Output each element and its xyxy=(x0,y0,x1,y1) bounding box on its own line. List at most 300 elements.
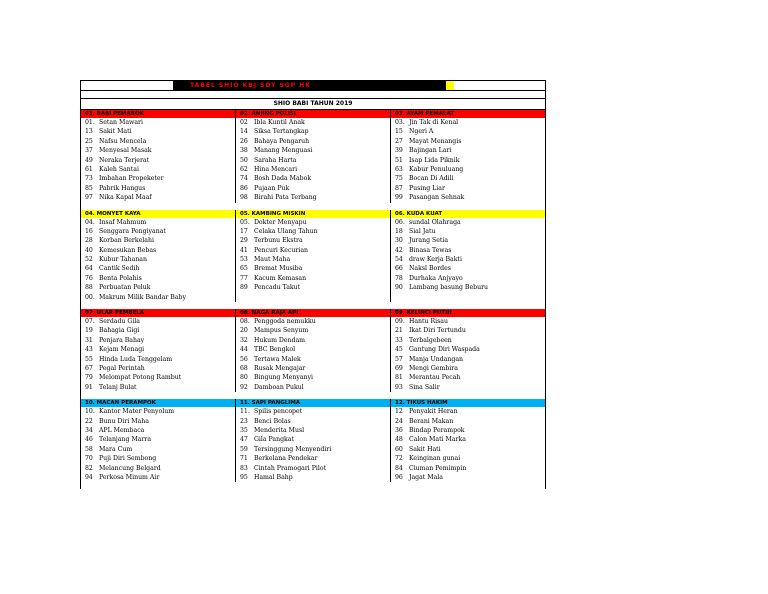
shio-header: 08. NAGA RAJA API xyxy=(236,309,391,317)
entry-number: 54 xyxy=(395,256,403,264)
shio-entry xyxy=(236,137,390,146)
entry-text: Neraka Terjerat xyxy=(97,156,150,164)
entry-text: Bocan Di Adili xyxy=(407,175,454,183)
entry-number: 93 xyxy=(395,383,403,391)
shio-entry xyxy=(236,227,390,236)
entry-number: 32 xyxy=(240,336,248,344)
shio-header: 07. ULAR PEMBELA xyxy=(81,309,236,317)
entry-number: 65 xyxy=(240,265,248,273)
shio-entry xyxy=(81,218,235,227)
entry-number: 64 xyxy=(85,265,93,273)
entry-number: 96 xyxy=(395,473,403,481)
shio-entry xyxy=(236,373,390,382)
shio-entry xyxy=(236,407,390,416)
shio-entry xyxy=(236,218,390,227)
entry-text: Ikat Diri Tertundu xyxy=(407,327,466,335)
entry-text: Melompat Potong Rambut xyxy=(97,374,182,382)
shio-entry xyxy=(391,165,545,174)
shio-entry xyxy=(236,236,390,245)
entry-number: 80 xyxy=(240,374,248,382)
shio-entry xyxy=(81,326,235,335)
entry-text: Tertawa Malek xyxy=(252,355,301,363)
entry-text: Mara Cum xyxy=(97,445,133,453)
shio-entry xyxy=(81,473,235,482)
shio-entry xyxy=(391,218,545,227)
entry-number: 45 xyxy=(395,346,403,354)
entry-number: 91 xyxy=(85,383,93,391)
entry-number: 28 xyxy=(85,237,93,245)
shio-header: 12. TIKUS HAKIM xyxy=(395,400,448,407)
entry-number: 62 xyxy=(240,165,248,173)
entry-number: 89 xyxy=(240,284,248,292)
shio-header: 09. KELINCI PUTIH xyxy=(395,310,452,317)
entry-number: 16 xyxy=(85,227,93,235)
entry-text: Kaleh Santai xyxy=(97,165,139,173)
entry-number: 49 xyxy=(85,156,93,164)
entry-number: 75 xyxy=(395,175,403,183)
entry-number: 88 xyxy=(85,284,93,292)
entry-text: Pencuri Kecurian xyxy=(252,246,309,254)
entry-text: Melancung Belgard xyxy=(97,464,161,472)
entry-text: Hantu Risau xyxy=(407,318,448,326)
entry-number: 48 xyxy=(395,436,403,444)
shio-header: 06. KUDA KUAT xyxy=(395,210,443,217)
entry-text: sundal Olahraga xyxy=(407,218,461,226)
entry-number: 18 xyxy=(395,227,403,235)
shio-entry xyxy=(236,193,390,202)
entry-number: 21 xyxy=(395,327,403,335)
shio-entry xyxy=(391,174,545,183)
shio-entry xyxy=(236,264,390,273)
shio-entry xyxy=(236,184,390,193)
shio-entry xyxy=(236,364,390,373)
shio-entry xyxy=(81,283,235,292)
entry-number: 29 xyxy=(240,237,248,245)
entry-text: Birahi Pata Terbang xyxy=(252,194,317,202)
entry-text: Menderita Musl xyxy=(252,426,305,434)
entry-text: Lambang basung Beburu xyxy=(407,284,489,292)
shio-group xyxy=(81,118,545,203)
shio-entry xyxy=(236,255,390,264)
shio-entry xyxy=(236,165,390,174)
shio-entry xyxy=(391,156,545,165)
entry-number: 42 xyxy=(395,246,403,254)
entry-number: 77 xyxy=(240,274,248,282)
entry-number: 12 xyxy=(395,408,403,416)
entry-number: 78 xyxy=(395,274,403,282)
shio-entry xyxy=(391,255,545,264)
shio-entry xyxy=(81,165,235,174)
shio-entry xyxy=(236,127,390,136)
entry-text: Manang Menguasi xyxy=(252,147,313,155)
entry-number: 39 xyxy=(395,147,403,155)
shio-entry xyxy=(236,118,390,127)
entry-text: Pusing Liar xyxy=(407,184,445,192)
entry-text: Sakit Mati xyxy=(97,128,132,136)
entry-text: Penjara Bahay xyxy=(97,336,145,344)
entry-number: 35 xyxy=(240,426,248,434)
group-spacer xyxy=(81,482,545,489)
shio-entry xyxy=(236,246,390,255)
entry-text: Bahagia Gigi xyxy=(97,327,140,335)
shio-column xyxy=(236,218,391,303)
shio-entry xyxy=(81,293,235,302)
entry-number: 33 xyxy=(395,336,403,344)
shio-entry xyxy=(81,345,235,354)
entry-text: draw Kerja Bakti xyxy=(407,256,462,264)
group-spacer xyxy=(81,392,545,399)
entry-number: 36 xyxy=(395,426,403,434)
entry-number: 55 xyxy=(85,355,93,363)
shio-entry xyxy=(236,336,390,345)
entry-text: Makrum Milik Bandar Baby xyxy=(97,293,186,301)
shio-entry xyxy=(391,137,545,146)
shio-entry xyxy=(236,156,390,165)
shio-entry xyxy=(81,246,235,255)
entry-text: Bosh Dada Mabok xyxy=(252,175,312,183)
shio-entry xyxy=(391,274,545,283)
shio-entry xyxy=(81,417,235,426)
shio-entry xyxy=(391,227,545,236)
entry-number: 51 xyxy=(395,156,403,164)
shio-entry xyxy=(236,345,390,354)
entry-number: 04. xyxy=(85,218,95,226)
shio-entry xyxy=(81,407,235,416)
entry-text: Naksl Bordes xyxy=(407,265,451,273)
entry-text: Pujaan Puk xyxy=(252,184,290,192)
shio-entry xyxy=(236,274,390,283)
entry-text: Keinginan gunai xyxy=(407,455,461,463)
shio-group xyxy=(81,317,545,392)
shio-header-band xyxy=(81,309,545,317)
entry-text: Dokter Menyapu xyxy=(252,218,307,226)
shio-entry xyxy=(81,317,235,326)
shio-entry xyxy=(391,317,545,326)
shio-entry xyxy=(81,435,235,444)
entry-number: 61 xyxy=(85,165,93,173)
shio-entry xyxy=(391,383,545,392)
entry-text: Imbahan Propeketer xyxy=(97,175,164,183)
shio-entry xyxy=(391,426,545,435)
entry-text: Jin Tak di Kenal xyxy=(407,119,459,126)
entry-text: Insaf Mahmum xyxy=(97,218,147,226)
entry-text: Bingung Menyanyi xyxy=(252,374,313,382)
entry-text: Hina Mencari xyxy=(252,165,298,173)
shio-group xyxy=(81,218,545,303)
entry-number: 58 xyxy=(85,445,93,453)
entry-text: Spilis pencopet xyxy=(252,408,303,416)
shio-entry xyxy=(391,127,545,136)
entry-text: Jagat Mala xyxy=(407,473,443,481)
entry-text: Telanjang Marra xyxy=(97,436,152,444)
entry-number: 23 xyxy=(240,417,248,425)
entry-number: 53 xyxy=(240,256,248,264)
entry-text: Menyesal Masak xyxy=(97,147,152,155)
entry-number: 79 xyxy=(85,374,93,382)
entry-number: 08. xyxy=(240,318,250,326)
shio-entry xyxy=(81,274,235,283)
entry-text: Gila Pangkat xyxy=(252,436,294,444)
shio-header-band xyxy=(81,110,545,118)
shio-entry xyxy=(236,326,390,335)
entry-text: Gantung Diri Waspada xyxy=(407,346,480,354)
shio-entry xyxy=(236,383,390,392)
shio-column xyxy=(236,317,391,392)
entry-text: Benci Bolas xyxy=(252,417,291,425)
entry-number: 24 xyxy=(395,417,403,425)
shio-entry xyxy=(391,435,545,444)
entry-text: Calon Mati Marka xyxy=(407,436,466,444)
title-rest-cell xyxy=(454,81,545,90)
entry-text: Pabrik Hangus xyxy=(97,184,146,192)
entry-number: 30 xyxy=(395,237,403,245)
entry-number: 15 xyxy=(395,128,403,136)
entry-text: Jurang Setia xyxy=(407,237,449,245)
entry-text: Kantor Mater Penyolum xyxy=(97,408,175,416)
entry-text: Hukum Dendam xyxy=(252,336,306,344)
shio-entry xyxy=(236,473,390,482)
shio-group xyxy=(81,407,545,482)
entry-number: 38 xyxy=(240,147,248,155)
entry-number: 72 xyxy=(395,455,403,463)
entry-number: 13 xyxy=(85,128,93,136)
shio-column xyxy=(81,118,236,203)
entry-text: Bremat Musiba xyxy=(252,265,303,273)
shio-groups xyxy=(81,110,545,489)
entry-text: Celaka Ulang Tahun xyxy=(252,227,318,235)
entry-number: 14 xyxy=(240,128,248,136)
entry-number: 02 xyxy=(240,119,248,126)
shio-entry xyxy=(236,417,390,426)
blank-row xyxy=(81,91,545,99)
shio-entry xyxy=(391,326,545,335)
shio-entry xyxy=(391,283,545,292)
entry-text: Setan Mawari xyxy=(97,119,143,126)
entry-text: Sial Jatu xyxy=(407,227,436,235)
entry-number: 34 xyxy=(85,426,93,434)
entry-number: 37 xyxy=(85,147,93,155)
shio-column xyxy=(236,407,391,482)
entry-text: Saraha Harta xyxy=(252,156,297,164)
shio-entry xyxy=(81,373,235,382)
shio-header: 03. AYAM PEMALAT xyxy=(395,111,455,117)
table-title: TABEL SHIO KBJ SDY SGP HK xyxy=(174,81,446,90)
entry-text: Binasa Tewas xyxy=(407,246,452,254)
shio-column xyxy=(391,218,545,303)
group-spacer xyxy=(81,302,545,309)
entry-text: Manja Undangan xyxy=(407,355,464,363)
entry-text: Sina Salir xyxy=(407,383,440,391)
shio-entry xyxy=(391,464,545,473)
entry-number: 22 xyxy=(85,417,93,425)
entry-text: Pegal Perintah xyxy=(97,364,145,372)
shio-entry xyxy=(81,336,235,345)
shio-column xyxy=(391,317,545,392)
entry-text: Damboan Pukul xyxy=(252,383,304,391)
entry-text: Durhaka Anjyayo xyxy=(407,274,463,282)
entry-number: 66 xyxy=(395,265,403,273)
entry-number: 87 xyxy=(395,184,403,192)
shio-entry xyxy=(81,255,235,264)
shio-header: 11. SAPI PANGLIMA xyxy=(236,399,391,407)
shio-column xyxy=(81,317,236,392)
entry-number: 17 xyxy=(240,227,248,235)
entry-number: 83 xyxy=(240,464,248,472)
entry-text: Merantau Pecah xyxy=(407,374,461,382)
entry-text: APL Membaca xyxy=(97,426,145,434)
entry-number: 68 xyxy=(240,364,248,372)
shio-header: 10. MACAN PERAMPOK xyxy=(81,399,236,407)
entry-number: 00. xyxy=(85,293,95,301)
entry-number: 59 xyxy=(240,445,248,453)
shio-header-band xyxy=(81,399,545,407)
entry-number: 97 xyxy=(85,194,93,202)
entry-text: Kacum Kemasan xyxy=(252,274,307,282)
entry-text: Penyakit Heran xyxy=(407,408,458,416)
shio-entry xyxy=(81,193,235,202)
shio-entry xyxy=(236,283,390,292)
entry-text: Terbalgebeen xyxy=(407,336,452,344)
shio-entry xyxy=(81,445,235,454)
entry-text: Sakit Hati xyxy=(407,445,441,453)
entry-text: Ibla Kuntil Anak xyxy=(252,119,305,126)
shio-entry xyxy=(81,364,235,373)
entry-number: 82 xyxy=(85,464,93,472)
entry-text: Cintah Pramogari Pilot xyxy=(252,464,327,472)
shio-entry xyxy=(236,355,390,364)
shio-entry xyxy=(391,246,545,255)
entry-text: Bunu Diri Maha xyxy=(97,417,149,425)
entry-text: Mampus Senyum xyxy=(252,327,309,335)
entry-text: Perbuatan Peluk xyxy=(97,284,151,292)
entry-text: Perkosa Minum Air xyxy=(97,473,160,481)
shio-entry xyxy=(81,227,235,236)
entry-number: 76 xyxy=(85,274,93,282)
entry-number: 27 xyxy=(395,137,403,145)
entry-text: Kubur Tahanan xyxy=(97,256,147,264)
entry-text: Ngeri A xyxy=(407,128,434,136)
shio-entry xyxy=(236,435,390,444)
entry-text: Kabur Penuluang xyxy=(407,165,464,173)
shio-entry xyxy=(391,417,545,426)
shio-entry xyxy=(391,146,545,155)
shio-header: 04. MONYET KAYA xyxy=(81,210,236,218)
entry-number: 90 xyxy=(395,284,403,292)
entry-number: 52 xyxy=(85,256,93,264)
entry-text: Cantik Sedih xyxy=(97,265,140,273)
shio-entry xyxy=(81,264,235,273)
shio-entry xyxy=(81,426,235,435)
shio-entry xyxy=(391,193,545,202)
entry-text: Benta Polahis xyxy=(97,274,142,282)
shio-entry xyxy=(391,473,545,482)
shio-entry xyxy=(236,146,390,155)
entry-number: 99 xyxy=(395,194,403,202)
entry-text: Telanj Bulat xyxy=(97,383,137,391)
yellow-marker-cell xyxy=(446,81,454,90)
entry-text: TBC Bengkol xyxy=(252,346,296,354)
entry-text: Maut Maha xyxy=(252,256,291,264)
entry-number: 09. xyxy=(395,318,405,326)
entry-number: 31 xyxy=(85,336,93,344)
entry-number: 63 xyxy=(395,165,403,173)
shio-entry xyxy=(391,236,545,245)
shio-entry xyxy=(81,137,235,146)
entry-text: Nafsu Mencela xyxy=(97,137,147,145)
entry-number: 05. xyxy=(240,218,250,226)
entry-text: Korban Berkelahi xyxy=(97,237,154,245)
entry-number: 20 xyxy=(240,327,248,335)
entry-number: 43 xyxy=(85,346,93,354)
shio-entry xyxy=(81,118,235,127)
group-spacer xyxy=(81,203,545,210)
entry-number: 56 xyxy=(240,355,248,363)
entry-text: Isap Lida Piknik xyxy=(407,156,460,164)
shio-entry xyxy=(391,454,545,463)
entry-text: Penggoda nemukku xyxy=(252,318,316,326)
entry-number: 67 xyxy=(85,364,93,372)
shio-entry xyxy=(391,355,545,364)
shio-column xyxy=(236,118,391,203)
entry-number: 11. xyxy=(240,408,250,416)
shio-header: 05. KAMBING MISKIN xyxy=(236,210,391,218)
shio-entry xyxy=(391,373,545,382)
entry-number: 95 xyxy=(240,473,248,481)
shio-entry xyxy=(81,464,235,473)
shio-column xyxy=(391,118,545,203)
entry-number: 71 xyxy=(240,455,248,463)
title-bar xyxy=(81,81,545,91)
shio-entry xyxy=(391,407,545,416)
entry-text: Mayat Menangis xyxy=(407,137,462,145)
entry-text: Berani Makan xyxy=(407,417,454,425)
shio-entry xyxy=(391,364,545,373)
shio-header: 01. BABI PEMABOK xyxy=(81,110,236,118)
entry-text: Terbunu Ekstra xyxy=(252,237,303,245)
entry-number: 57 xyxy=(395,355,403,363)
shio-header: 02. ANJING POLISI xyxy=(236,110,391,118)
shio-entry xyxy=(81,156,235,165)
entry-text: Bindap Perampok xyxy=(407,426,465,434)
entry-number: 69 xyxy=(395,364,403,372)
entry-text: Kemesukan Bebas xyxy=(97,246,157,254)
entry-number: 92 xyxy=(240,383,248,391)
shio-entry xyxy=(81,127,235,136)
shio-entry xyxy=(236,464,390,473)
entry-number: 01. xyxy=(85,119,95,126)
entry-text: Siksa Tertangkap xyxy=(252,128,309,136)
entry-number: 19 xyxy=(85,327,93,335)
entry-text: Bajingan Lari xyxy=(407,147,452,155)
shio-table xyxy=(80,80,546,489)
entry-number: 44 xyxy=(240,346,248,354)
entry-number: 10. xyxy=(85,408,95,416)
shio-column xyxy=(81,407,236,482)
entry-text: Berkelana Pendekar xyxy=(252,455,318,463)
shio-entry xyxy=(81,146,235,155)
entry-number: 84 xyxy=(395,464,403,472)
shio-entry xyxy=(236,317,390,326)
shio-entry xyxy=(81,184,235,193)
shio-column xyxy=(81,218,236,303)
shio-entry xyxy=(236,454,390,463)
entry-number: 74 xyxy=(240,175,248,183)
entry-number: 98 xyxy=(240,194,248,202)
entry-text: Puji Diri Sembong xyxy=(97,455,157,463)
shio-header-band xyxy=(81,210,545,218)
shio-entry xyxy=(236,445,390,454)
shio-entry xyxy=(391,264,545,273)
